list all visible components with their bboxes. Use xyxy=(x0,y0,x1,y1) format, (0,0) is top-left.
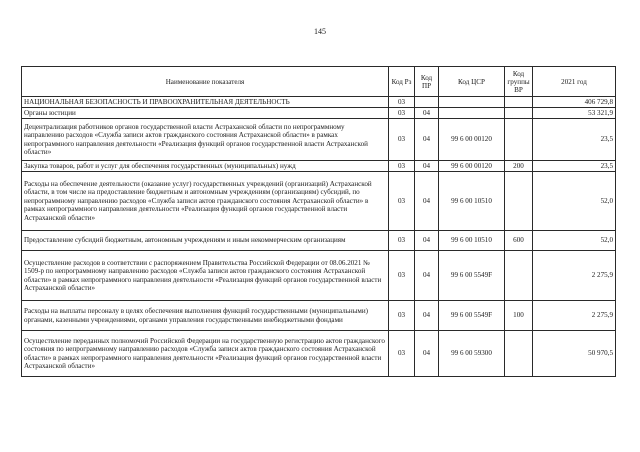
header-name: Наименование показателя xyxy=(22,67,389,97)
row-csr: 99 6 00 5549F xyxy=(439,251,505,301)
row-name: Предоставление субсидий бюджетным, автономным учреждениям и иным некоммерческим организациям xyxy=(22,231,389,251)
row-rz: 03 xyxy=(389,119,415,161)
row-pr: 04 xyxy=(415,161,439,172)
row-vr xyxy=(505,97,533,108)
row-name: Расходы на обеспечение деятельности (оказание услуг) государственных учреждений (организаций) Астраханской области, в том числе на предоставление бюджетным и автономным учреждениям (организациям) субсидий, по непрограммному направлению расходов «Служба записи актов гражданского состояния Астраханской области» в рамках непрограммного направления деятельности «Реализация функций органов государственной власти Астраханской области» xyxy=(22,172,389,231)
row-pr: 04 xyxy=(415,172,439,231)
row-rz: 03 xyxy=(389,231,415,251)
row-amount: 2 275,9 xyxy=(533,251,616,301)
row-pr: 04 xyxy=(415,108,439,119)
row-name: Закупка товаров, работ и услуг для обеспечения государственных (муниципальных) нужд xyxy=(22,161,389,172)
row-rz: 03 xyxy=(389,161,415,172)
row-rz: 03 xyxy=(389,251,415,301)
row-vr xyxy=(505,108,533,119)
header-pr: Код ПР xyxy=(415,67,439,97)
row-amount: 2 275,9 xyxy=(533,301,616,331)
table-row xyxy=(22,331,616,377)
page-number: 145 xyxy=(314,27,326,36)
table-row xyxy=(22,161,616,172)
row-name: Органы юстиции xyxy=(22,108,389,119)
row-rz: 03 xyxy=(389,301,415,331)
row-name: Расходы на выплаты персоналу в целях обеспечения выполнения функций государственными (муниципальными) органами, казенными учреждениями, органами управления государственными внебюджетными фондами xyxy=(22,301,389,331)
header-csr: Код ЦСР xyxy=(439,67,505,97)
row-rz: 03 xyxy=(389,108,415,119)
table-row xyxy=(22,119,616,161)
table-row xyxy=(22,231,616,251)
row-csr: 99 6 00 10510 xyxy=(439,231,505,251)
table-row xyxy=(22,108,616,119)
row-vr xyxy=(505,119,533,161)
row-amount: 53 321,9 xyxy=(533,108,616,119)
row-vr: 200 xyxy=(505,161,533,172)
row-name: Децентрализация работников органов государственной власти Астраханской области по непрограммному направлению расходов «Служба записи актов гражданского состояния Астраханской области» в рамках непрограммного направления деятельности «Реализация функций органов государственной власти Астраханской области» xyxy=(22,119,389,161)
row-vr: 100 xyxy=(505,301,533,331)
row-amount: 23,5 xyxy=(533,119,616,161)
row-pr: 04 xyxy=(415,119,439,161)
row-pr: 04 xyxy=(415,251,439,301)
row-name: НАЦИОНАЛЬНАЯ БЕЗОПАСНОСТЬ И ПРАВООХРАНИТЕЛЬНАЯ ДЕЯТЕЛЬНОСТЬ xyxy=(22,97,389,108)
row-amount: 52,0 xyxy=(533,231,616,251)
row-vr xyxy=(505,251,533,301)
row-vr xyxy=(505,331,533,377)
row-csr: 99 6 00 00120 xyxy=(439,119,505,161)
budget-table xyxy=(21,66,616,377)
row-csr: 99 6 00 10510 xyxy=(439,172,505,231)
row-csr xyxy=(439,108,505,119)
header-vr: Код группы ВР xyxy=(505,67,533,97)
table-row xyxy=(22,301,616,331)
row-pr xyxy=(415,97,439,108)
row-amount: 52,0 xyxy=(533,172,616,231)
row-name: Осуществление расходов в соответствии с распоряжением Правительства Российской Федерации от 08.06.2021 № 1509-р по непрограммному направлению расходов «Служба записи актов гражданского состояния Астраханской области» в рамках непрограммного направления деятельности «Реализация функций органов государственной власти Астраханской области» xyxy=(22,251,389,301)
row-rz: 03 xyxy=(389,97,415,108)
row-csr: 99 6 00 00120 xyxy=(439,161,505,172)
row-vr xyxy=(505,172,533,231)
row-vr: 600 xyxy=(505,231,533,251)
row-csr xyxy=(439,97,505,108)
table-row xyxy=(22,251,616,301)
header-rz: Код Рз xyxy=(389,67,415,97)
row-pr: 04 xyxy=(415,301,439,331)
row-csr: 99 6 00 59300 xyxy=(439,331,505,377)
table-row xyxy=(22,172,616,231)
row-csr: 99 6 00 5549F xyxy=(439,301,505,331)
table-row xyxy=(22,97,616,108)
header-year: 2021 год xyxy=(533,67,616,97)
table-header-row xyxy=(22,67,616,97)
row-rz: 03 xyxy=(389,172,415,231)
row-amount: 50 970,5 xyxy=(533,331,616,377)
row-pr: 04 xyxy=(415,231,439,251)
row-amount: 406 729,8 xyxy=(533,97,616,108)
row-rz: 03 xyxy=(389,331,415,377)
row-pr: 04 xyxy=(415,331,439,377)
row-amount: 23,5 xyxy=(533,161,616,172)
row-name: Осуществление переданных полномочий Российской Федерации на государственную регистрацию актов гражданского состояния по непрограммному направлению расходов «Служба записи актов гражданского состояния Астраханской области» в рамках непрограммного направления деятельности «Реализация функций органов государственной власти Астраханской области» xyxy=(22,331,389,377)
